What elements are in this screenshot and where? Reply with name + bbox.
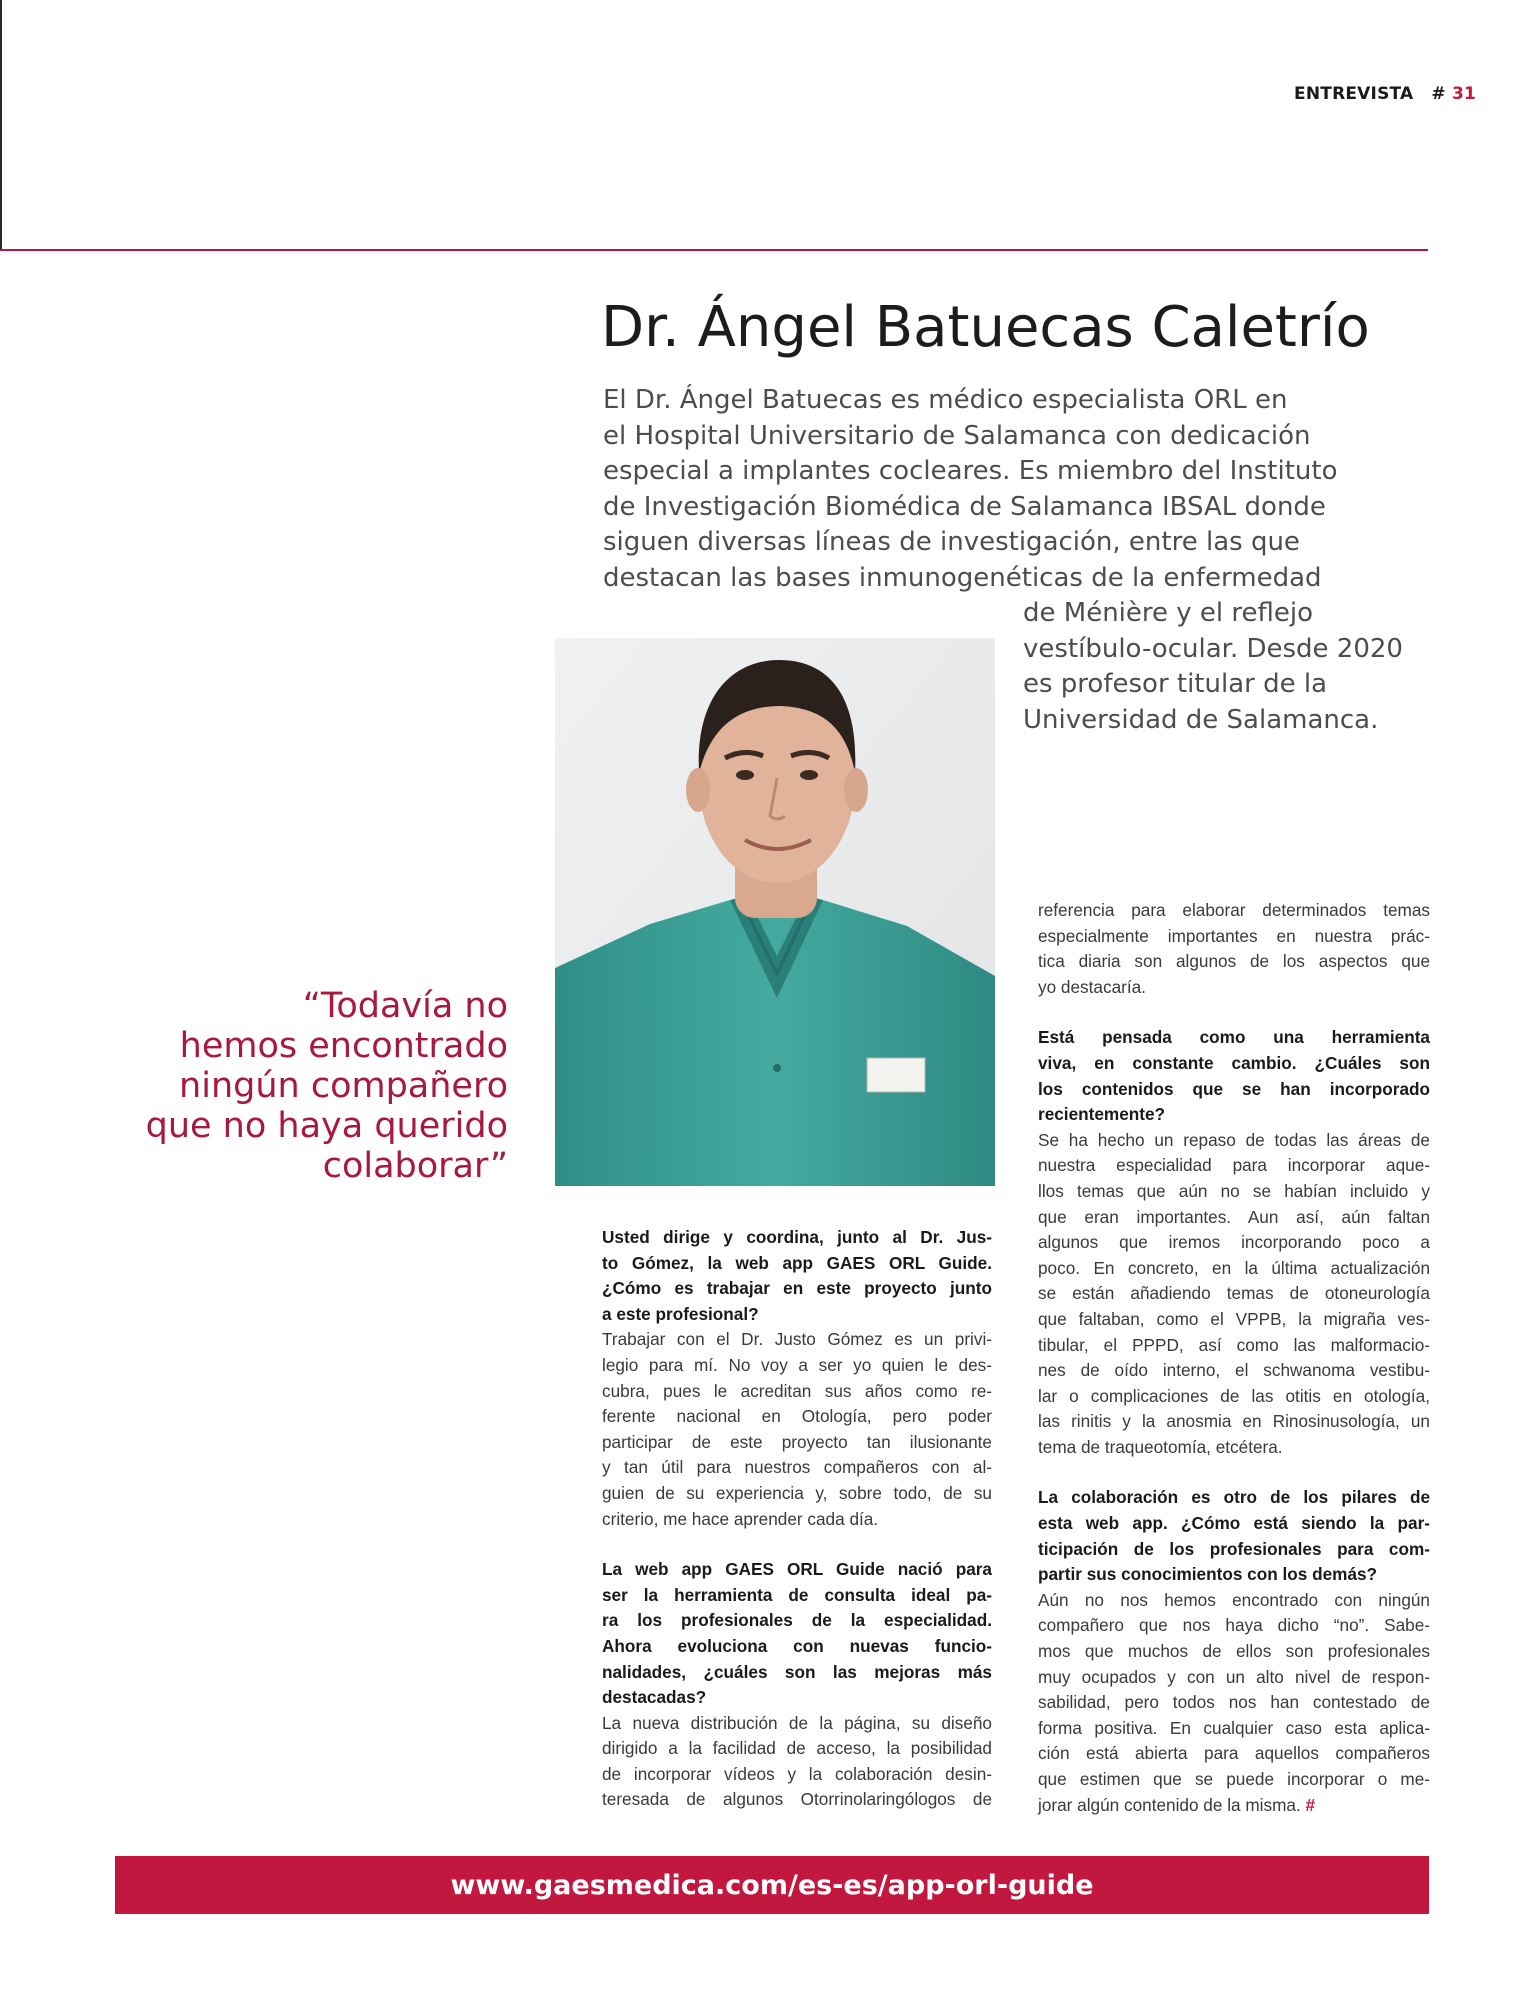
intro-line: vestíbulo-ocular. Desde 2020 — [1023, 633, 1403, 664]
intro-line: especial a implantes cocleares. Es miembro del Instituto — [603, 456, 1338, 486]
intro-line: destacan las bases inmunogenéticas de la enfermedad — [603, 562, 1322, 593]
page-header — [1294, 84, 1476, 104]
intro-line: El Dr. Ángel Batuecas es médico especialista ORL en — [603, 385, 1288, 415]
intro-line: siguen diversas líneas de investigación, entre las que — [603, 527, 1300, 557]
portrait-illustration — [555, 638, 995, 1186]
pull-quote — [146, 986, 508, 1186]
text-line: especialmente importantes en nuestra prác- — [1038, 925, 1430, 946]
text-line: sabilidad, pero todos nos han contestado de — [1038, 1692, 1430, 1713]
text-line: llos temas que aún no se habían incluido y — [1038, 1180, 1430, 1201]
text-line: dirigido a la facilidad de acceso, la posibilidad — [602, 1738, 992, 1759]
text-line: viva, en constante cambio. ¿Cuáles son — [1038, 1052, 1430, 1073]
question-3 — [1038, 1025, 1430, 1127]
article-column-left — [602, 1225, 992, 1813]
answer-1 — [602, 1327, 992, 1532]
text-line: que eran importantes. Aun así, aún faltan — [1038, 1206, 1430, 1227]
text-line: teresada de algunos Otorrinolaringólogos de — [602, 1789, 992, 1810]
text-line: ticipación de los profesionales para com- — [1038, 1538, 1430, 1559]
article-column-right — [1038, 898, 1430, 1818]
text-line: tibular, el PPPD, así como las malformacio- — [1038, 1334, 1430, 1355]
page-number: 31 — [1451, 84, 1476, 104]
text-line: Está pensada como una herramienta — [1038, 1027, 1430, 1048]
text-line: Trabajar con el Dr. Justo Gómez es un privi- — [602, 1329, 992, 1350]
text-line: compañero que nos haya dicho “no”. Sabe- — [1038, 1615, 1430, 1636]
text-line: cubra, pues le acreditan sus años como re- — [602, 1380, 992, 1401]
text-line: poco. En concreto, en la última actualización — [1038, 1257, 1430, 1278]
text-line: La colaboración es otro de los pilares de — [1038, 1487, 1430, 1508]
text-line: las rinitis y la anosmia en Rinosinusología, un — [1038, 1411, 1430, 1432]
text-line — [1038, 1793, 1430, 1819]
answer-2-continued — [1038, 898, 1430, 1000]
pull-quote-line: hemos encontrado — [179, 1026, 508, 1066]
text-line: yo destacaría. — [1038, 976, 1146, 997]
answer-3 — [1038, 1128, 1430, 1461]
text-line: La web app GAES ORL Guide nació para — [602, 1559, 992, 1580]
answer-4 — [1038, 1588, 1430, 1818]
intro-block-top — [603, 383, 1338, 596]
text-line: nalidades, ¿cuáles son las mejoras más — [602, 1661, 992, 1682]
text-line: mos que muchos de ellos son profesionales — [1038, 1641, 1430, 1662]
intro-line: de Investigación Biomédica de Salamanca IBSAL donde — [603, 491, 1326, 522]
text-line: legio para mí. No voy a ser yo quien le des- — [602, 1354, 992, 1375]
question-4 — [1038, 1485, 1430, 1587]
text-line: a este profesional? — [602, 1303, 759, 1324]
footer-banner — [115, 1856, 1429, 1914]
text-line: tema de traqueotomía, etcétera. — [1038, 1436, 1283, 1457]
text-line: y tan útil para nuestros compañeros con al- — [602, 1457, 992, 1478]
text-line: que faltaban, como el VPPB, la migraña ves- — [1038, 1308, 1430, 1329]
hash-icon: # — [1431, 84, 1446, 104]
intro-line: es profesor titular de la — [1023, 669, 1328, 699]
footer-url-link[interactable]: www.gaesmedica.com/es-es/app-orl-guide — [450, 1870, 1094, 1901]
text-line-content: jorar algún contenido de la misma. — [1038, 1794, 1301, 1815]
text-line: tica diaria son algunos de los aspectos que — [1038, 951, 1430, 972]
text-line: participar de este proyecto tan ilusionante — [602, 1431, 992, 1452]
pull-quote-line: colaborar” — [322, 1146, 508, 1186]
text-line: de incorporar vídeos y la colaboración desin- — [602, 1763, 992, 1784]
text-line: esta web app. ¿Cómo está siendo la par- — [1038, 1513, 1430, 1534]
intro-line: el Hospital Universitario de Salamanca con dedicación — [603, 420, 1311, 451]
text-line: forma positiva. En cualquier caso esta aplica- — [1038, 1717, 1430, 1738]
pull-quote-line: ningún compañero — [179, 1066, 508, 1106]
intro-block-bottom — [1023, 596, 1403, 738]
intro-line: Universidad de Salamanca. — [1023, 704, 1379, 735]
text-line: Usted dirige y coordina, junto al Dr. Jus- — [602, 1227, 992, 1247]
text-line: nes de oído interno, el schwanoma vestibu- — [1038, 1360, 1430, 1381]
answer-2 — [602, 1711, 992, 1813]
pull-quote-line: “Todavía no — [302, 986, 508, 1026]
text-line: ¿Cómo es trabajar en este proyecto junto — [602, 1278, 992, 1299]
text-line: que estimen que se puede incorporar o me- — [1038, 1769, 1430, 1789]
text-line: los contenidos que se han incorporado — [1038, 1078, 1430, 1099]
text-line: se están añadiendo temas de otoneurología — [1038, 1283, 1430, 1304]
text-line: to Gómez, la web app GAES ORL Guide. — [602, 1252, 992, 1273]
header-divider — [0, 249, 1428, 251]
text-line: nuestra especialidad para incorporar aque- — [1038, 1155, 1430, 1176]
text-line: muy ocupados y con un alto nivel de respon- — [1038, 1666, 1430, 1687]
text-line: ra los profesionales de la especialidad. — [602, 1610, 992, 1631]
text-line: destacadas? — [602, 1687, 707, 1708]
intro-line: de Ménière y el reflejo — [1023, 598, 1314, 628]
pull-quote-line: que no haya querido — [145, 1106, 508, 1146]
text-line: Se ha hecho un repaso de todas las áreas de — [1038, 1129, 1430, 1150]
text-line: criterio, me hace aprender cada día. — [602, 1508, 879, 1529]
question-1 — [602, 1225, 992, 1327]
text-line: ferente nacional en Otología, pero poder — [602, 1406, 992, 1427]
text-line: lar o complicaciones de las otitis en otología, — [1038, 1385, 1430, 1406]
question-2 — [602, 1557, 992, 1711]
text-line: recientemente? — [1038, 1104, 1166, 1125]
text-line: La nueva distribución de la página, su diseño — [602, 1712, 992, 1733]
text-line: Aún no nos hemos encontrado con ningún — [1038, 1589, 1430, 1610]
text-line: ción está abierta para aquellos compañeros — [1038, 1743, 1430, 1764]
text-line: partir sus conocimientos con los demás? — [1038, 1564, 1378, 1585]
text-line: ser la herramienta de consulta ideal pa- — [602, 1584, 992, 1605]
left-edge-rule — [0, 0, 2, 250]
section-label: ENTREVISTA — [1294, 84, 1414, 104]
text-line: guien de su experiencia y, sobre todo, de su — [602, 1482, 992, 1503]
text-line: referencia para elaborar determinados temas — [1038, 900, 1430, 920]
text-line: Ahora evoluciona con nuevas funcio- — [602, 1635, 992, 1656]
text-line: algunos que iremos incorporando poco a — [1038, 1232, 1430, 1253]
portrait-photo — [555, 638, 995, 1186]
end-mark-icon: # — [1305, 1794, 1316, 1815]
article-title: Dr. Ángel Batuecas Caletrío — [601, 295, 1370, 360]
